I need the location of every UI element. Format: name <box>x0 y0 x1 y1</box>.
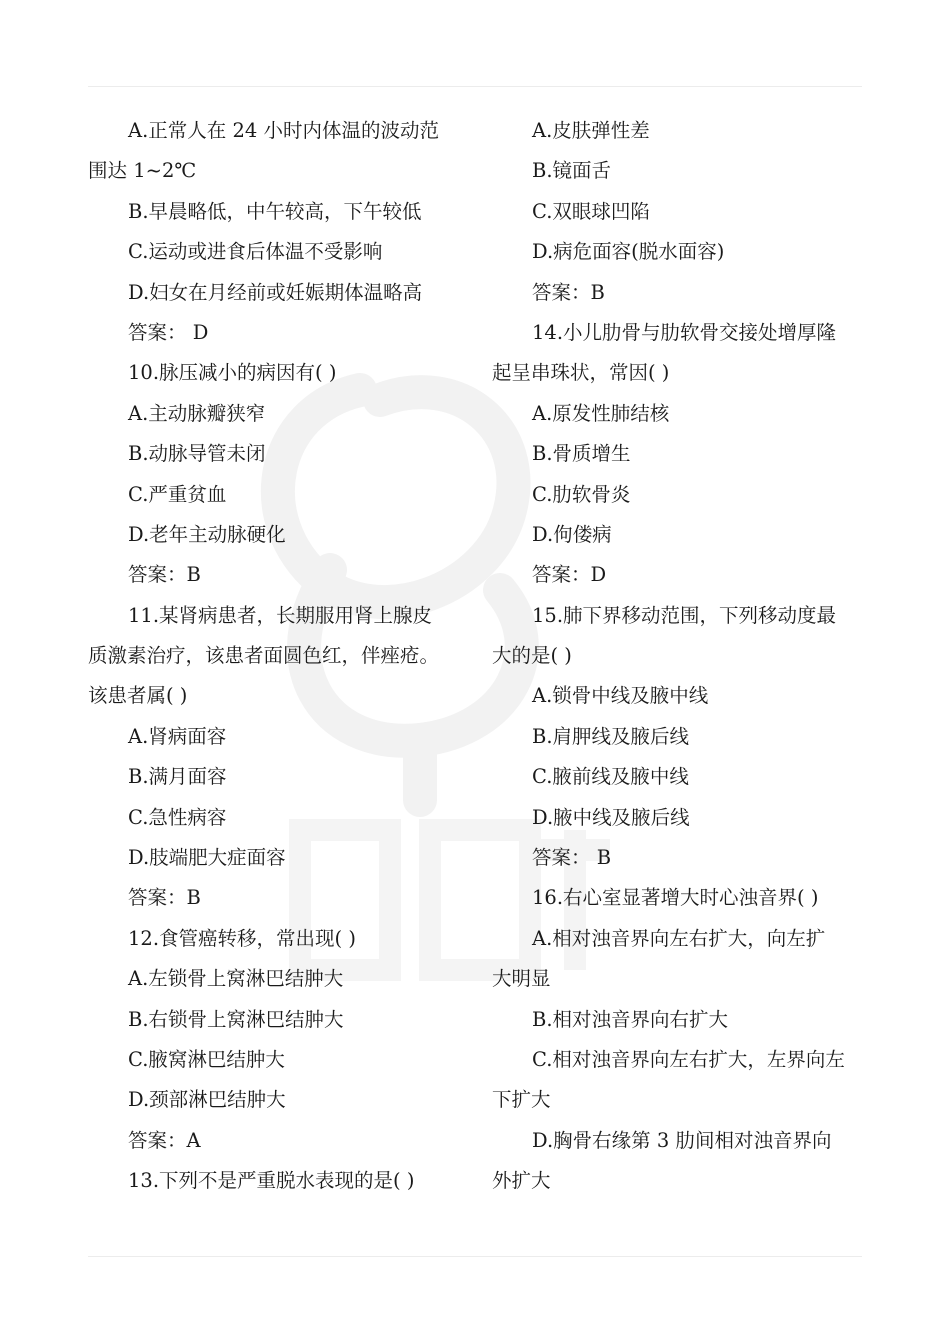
text-line: 13.下列不是严重脱水表现的是( ) <box>128 1169 415 1193</box>
text-line: 答案：D <box>532 563 607 587</box>
text-line: 答案： B <box>532 846 612 870</box>
text-line: 16.右心室显著增大时心浊音界( ) <box>532 886 819 910</box>
text-line: D.妇女在月经前或妊娠期体温略高 <box>128 280 423 304</box>
text-line: B.骨质增生 <box>532 442 631 466</box>
text-line: C.严重贫血 <box>128 482 227 506</box>
text-line: A.肾病面容 <box>128 724 227 748</box>
left-column <box>88 111 480 1202</box>
text-line: 12.食管癌转移，常出现( ) <box>128 926 356 950</box>
text-line: 起呈串珠状，常因( ) <box>492 361 670 385</box>
text-line: A.锁骨中线及腋中线 <box>532 684 709 708</box>
text-line: 答案： D <box>128 320 209 344</box>
text-line: B.镜面舌 <box>532 159 612 183</box>
text-line: C.腋窝淋巴结肿大 <box>128 1047 285 1071</box>
footer-rule <box>88 1256 862 1257</box>
text-line: 14.小儿肋骨与肋软骨交接处增厚隆 <box>532 320 837 344</box>
text-line: 大的是( ) <box>492 644 572 668</box>
header-rule <box>88 86 862 87</box>
text-line: 答案：B <box>532 280 605 304</box>
text-line: C.相对浊音界向左右扩大，左界向左 <box>532 1047 845 1071</box>
text-line: 大明显 <box>492 967 551 991</box>
text-line: C.肋软骨炎 <box>532 482 631 506</box>
text-line: 15.肺下界移动范围，下列移动度最 <box>532 603 837 627</box>
text-line: 外扩大 <box>492 1169 551 1193</box>
text-line: D.颈部淋巴结肿大 <box>128 1088 286 1112</box>
text-line: C.双眼球凹陷 <box>532 199 650 223</box>
text-line: A.相对浊音界向左右扩大，向左扩 <box>532 926 826 950</box>
text-line: B.右锁骨上窝淋巴结肿大 <box>128 1007 344 1031</box>
text-line: D.佝偻病 <box>532 522 612 546</box>
text-line: 10.脉压减小的病因有( ) <box>128 361 337 385</box>
text-line: A.正常人在 24 小时内体温的波动范 <box>128 119 439 142</box>
text-line: D.病危面容(脱水面容) <box>532 240 725 264</box>
text-line: A.原发性肺结核 <box>532 401 670 425</box>
text-line: 该患者属( ) <box>88 684 188 708</box>
text-line: B.满月面容 <box>128 765 227 789</box>
text-line: C.腋前线及腋中线 <box>532 765 689 789</box>
text-line: D.肢端肥大症面容 <box>128 846 286 870</box>
text-line: 下扩大 <box>492 1088 551 1112</box>
right-column <box>492 111 864 1202</box>
text-line: D.腋中线及腋后线 <box>532 805 690 829</box>
text-line: B.肩胛线及腋后线 <box>532 724 690 748</box>
text-line: 答案：A <box>128 1128 201 1152</box>
text-line: A.左锁骨上窝淋巴结肿大 <box>128 967 344 991</box>
text-line: A.主动脉瓣狭窄 <box>128 401 266 425</box>
text-line: C.运动或进食后体温不受影响 <box>128 240 383 264</box>
text-line: A.皮肤弹性差 <box>532 119 650 142</box>
text-line: B.早晨略低，中午较高，下午较低 <box>128 199 422 223</box>
text-line: B.动脉导管未闭 <box>128 442 266 466</box>
text-line: 11.某肾病患者，长期服用肾上腺皮 <box>128 603 433 627</box>
text-line: 答案：B <box>128 563 201 587</box>
text-line: 答案：B <box>128 886 201 910</box>
text-line: 围达 1~2℃ <box>88 159 197 183</box>
text-line: C.急性病容 <box>128 805 227 829</box>
text-line: D.胸骨右缘第 3 肋间相对浊音界向 <box>532 1128 832 1152</box>
text-line: 质激素治疗，该患者面圆色红，伴痤疮。 <box>88 644 440 668</box>
text-line: B.相对浊音界向右扩大 <box>532 1007 729 1031</box>
text-line: D.老年主动脉硬化 <box>128 522 286 546</box>
